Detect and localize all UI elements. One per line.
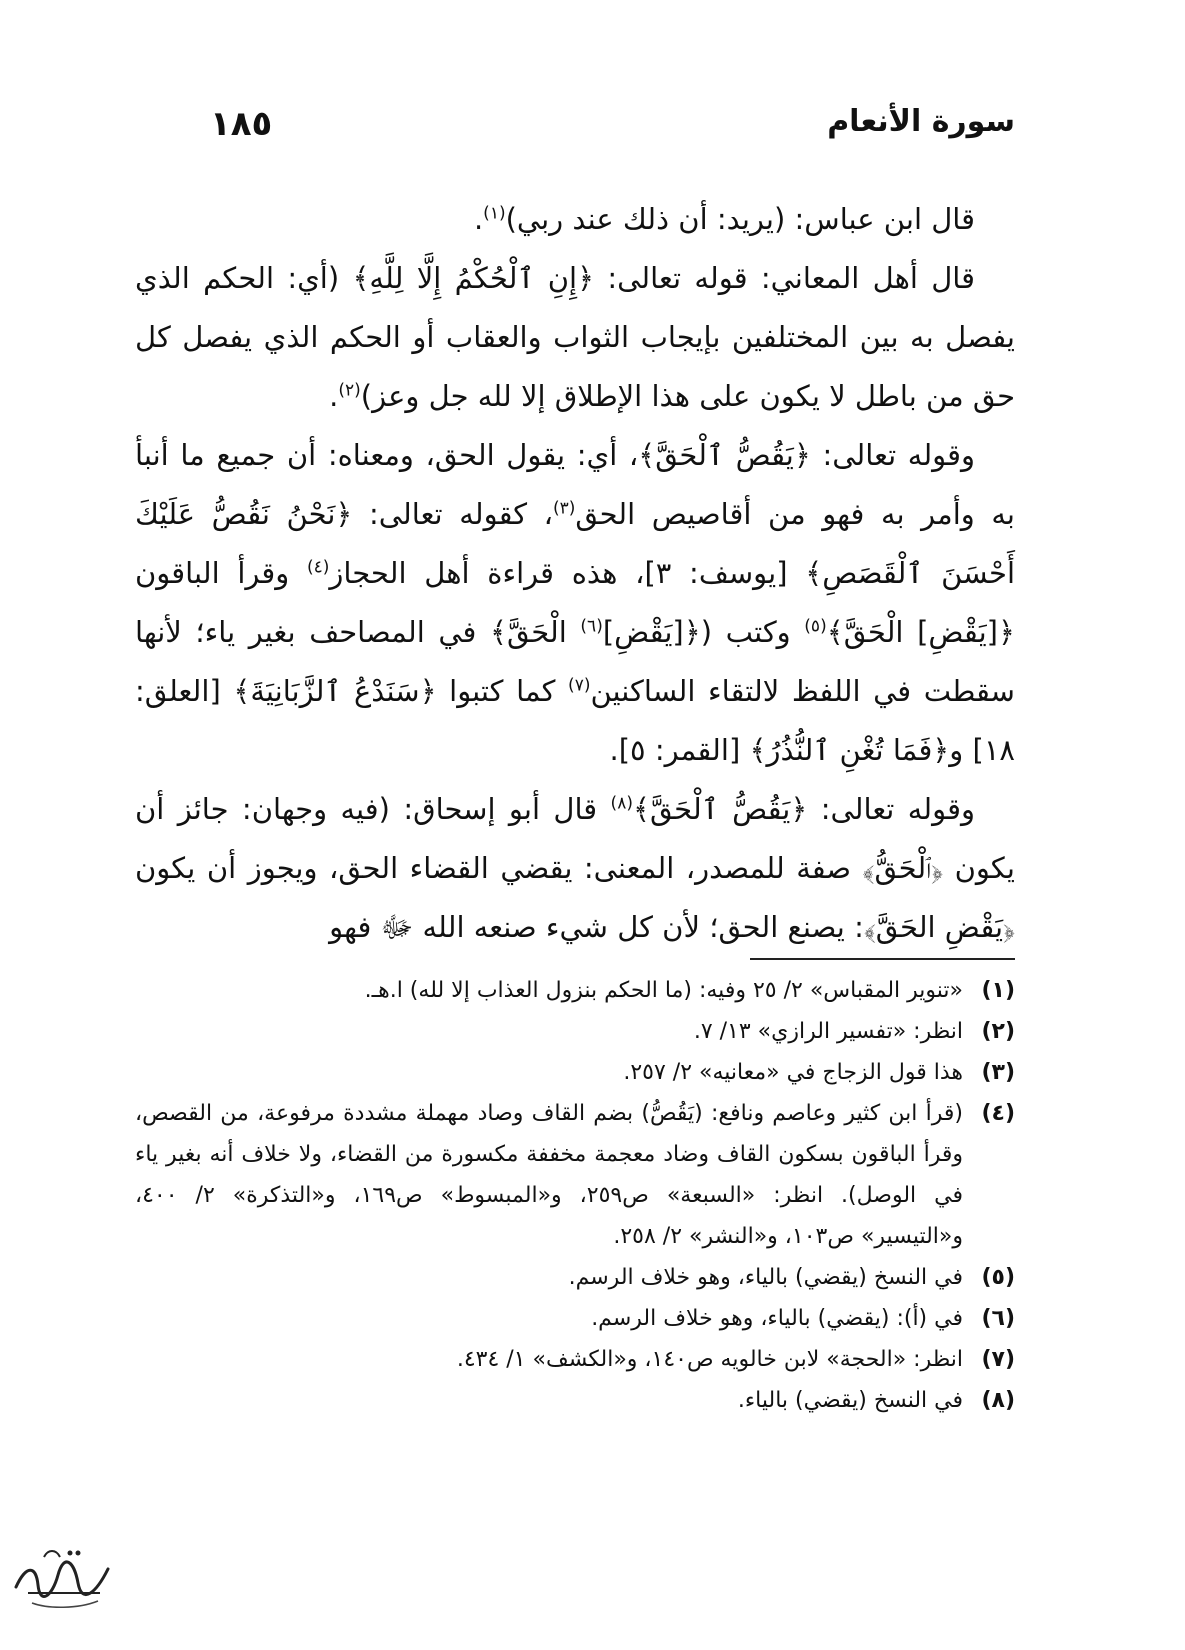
footnote-ref: (٥) — [804, 616, 827, 637]
footnotes — [135, 970, 1015, 1421]
paragraph-text: الْحَقَّ﴾ في المصاحف بغير ياء؛ لأنها سقطت في اللفظ لالتقاء الساكنين — [135, 615, 1015, 708]
footnote-item — [135, 970, 1015, 1011]
footnote-divider — [750, 958, 1015, 960]
paragraph-text: ، كقوله تعالى: ﴿نَحْنُ نَقُصُّ عَلَيْكَ أَحْسَنَ ٱلْقَصَصِ﴾ [يوسف: ٣]، هذه قراءة أهل الحجاز — [135, 497, 1015, 590]
surah-title: سورة الأنعام — [827, 104, 1015, 139]
paragraph-text: وقرأ الباقون ﴿[يَقْضِ] الْحَقَّ﴾ — [135, 556, 1015, 649]
footnote-number: (٢) — [981, 1019, 1015, 1044]
page-header — [185, 104, 1015, 154]
paragraph-text: قال أبو إسحاق: (فيه وجهان: جائز أن يكون ﴿ٱلْحَقُّ﴾ صفة للمصدر، المعنى: يقضي القضاء الحق، ويجوز أن يكون ﴿يَقْضِ الحَقَّ﴾: يصنع الحق؛ لأن كل شيء صنعه الله ﷻ فهو — [135, 792, 1015, 944]
paragraph-ahl-al-maani — [135, 249, 1015, 426]
footnote-text: هذا قول الزجاج في «معانيه» ٢/ ٢٥٧. — [623, 1060, 963, 1085]
paragraph-text: وكتب (﴿[يَقْضِ] — [602, 615, 805, 649]
paragraph-text: كما كتبوا ﴿سَنَدْعُ ٱلزَّبَانِيَةَ﴾ [العلق: ١٨] و﴿فَمَا تُغْنِ ٱلنُّذُرُ﴾ [القمر: ٥]. — [135, 674, 1015, 767]
footnote-item — [135, 1257, 1015, 1298]
footnote-text: «تنوير المقباس» ٢/ ٢٥ وفيه: (ما الحكم بنزول العذاب إلا لله) ا.هـ. — [364, 978, 963, 1003]
paragraph-text: وقوله تعالى: ﴿يَقُصُّ ٱلْحَقَّ﴾، أي: يقول الحق، ومعناه: أن جميع ما أنبأ به وأمر به فهو من أقاصيص الحق — [135, 438, 1015, 531]
footnote-ref: (١) — [483, 203, 506, 224]
publisher-logo — [8, 1535, 118, 1615]
footnote-ref: (٧) — [568, 675, 591, 696]
footnote-text: في النسخ (يقضي) بالياء. — [737, 1388, 963, 1413]
footnote-number: (٨) — [981, 1388, 1015, 1413]
footnote-item — [135, 1339, 1015, 1380]
page-number: ١٨٥ — [210, 104, 273, 144]
footnote-item — [135, 1298, 1015, 1339]
footnote-ref: (٣) — [552, 498, 576, 519]
footnote-text: (قرأ ابن كثير وعاصم ونافع: (يَقُصُّ) بضم القاف وصاد مهملة مشددة مرفوعة، من القصص، وقرأ الباقون بسكون القاف وضاد معجمة مخففة مكسورة من القضاء، ولا خلاف أنه بغير ياء في الوصل). انظر: «السبعة» ص٢٥٩، و«المبسوط» ص١٦٩، و«التذكرة» ٢/ ٤٠٠، و«التيسير» ص١٠٣، و«النشر» ٢/ ٢٥٨. — [135, 1101, 963, 1249]
paragraph-text: قال ابن عباس: (يريد: أن ذلك عند ربي) — [505, 202, 975, 236]
paragraph-ibn-abbas — [135, 190, 1015, 249]
footnote-item — [135, 1011, 1015, 1052]
paragraph-yaqussu-al-haqq — [135, 426, 1015, 780]
footnote-text: في النسخ (يقضي) بالياء، وهو خلاف الرسم. — [568, 1265, 963, 1290]
footnote-number: (٦) — [981, 1306, 1015, 1331]
footnote-ref: (٦) — [580, 616, 603, 637]
footnote-item — [135, 1380, 1015, 1421]
paragraph-text: . — [329, 379, 339, 413]
footnote-number: (١) — [981, 978, 1015, 1003]
footnote-item — [135, 1093, 1015, 1257]
paragraph-text: وقوله تعالى: ﴿يَقُصُّ ٱلْحَقَّ﴾ — [632, 792, 975, 826]
main-text — [135, 190, 1015, 957]
footnote-number: (٧) — [981, 1347, 1015, 1372]
footnote-item — [135, 1052, 1015, 1093]
paragraph-text: قال أهل المعاني: قوله تعالى: ﴿إِنِ ٱلْحُكْمُ إِلَّا لِلَّهِ﴾ (أي: الحكم الذي يفصل به بين المختلفين بإيجاب الثواب والعقاب أو الحكم الذي يفصل كل حق من باطل لا يكون على هذا الإطلاق إلا لله جل وعز) — [135, 261, 1015, 413]
footnote-text: انظر: «الحجة» لابن خالويه ص١٤٠، و«الكشف» ١/ ٤٣٤. — [456, 1347, 963, 1372]
footnote-number: (٥) — [981, 1265, 1015, 1290]
paragraph-text: . — [473, 202, 484, 236]
footnote-number: (٣) — [981, 1060, 1015, 1085]
footnote-number: (٤) — [981, 1101, 1015, 1126]
footnote-text: انظر: «تفسير الرازي» ١٣/ ٧. — [693, 1019, 963, 1044]
footnote-ref: (٢) — [338, 380, 361, 401]
footnote-ref: (٤) — [306, 557, 330, 578]
footnote-ref: (٨) — [610, 793, 633, 814]
footnote-text: في (أ): (يقضي) بالياء، وهو خلاف الرسم. — [591, 1306, 963, 1331]
paragraph-abu-ishaq — [135, 780, 1015, 957]
